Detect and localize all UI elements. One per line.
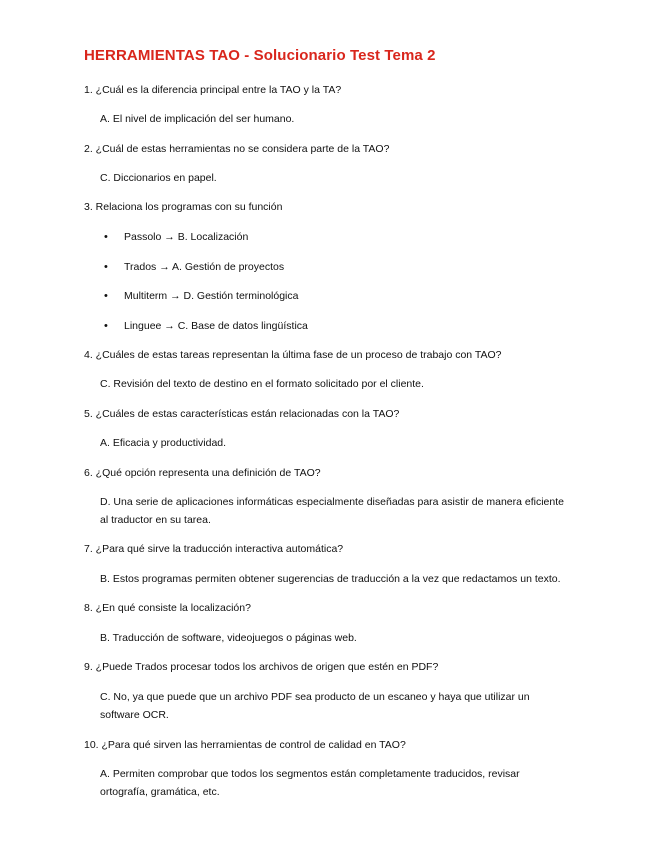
question-6: 6. ¿Qué opción representa una definición de TAO?	[84, 467, 321, 479]
answer-9: C. No, ya que puede que un archivo PDF sea producto de un escaneo y haya que utilizar un software OCR.	[100, 691, 530, 721]
bullet-item	[104, 287, 298, 305]
bullet-icon: •	[104, 320, 108, 332]
answer-5: A. Eficacia y productividad.	[100, 437, 227, 449]
question-10: 10. ¿Para qué sirven las herramientas de control de calidad en TAO?	[84, 739, 406, 751]
question-8: 8. ¿En qué consiste la localización?	[84, 602, 251, 614]
question-7: 7. ¿Para qué sirve la traducción interactiva automática?	[84, 543, 344, 555]
bullet-text: Linguee → C. Base de datos lingüística	[124, 320, 308, 332]
question-5: 5. ¿Cuáles de estas características están relacionadas con la TAO?	[84, 408, 400, 420]
bullet-text: Multiterm → D. Gestión terminológica	[124, 290, 299, 302]
bullet-item	[104, 258, 284, 276]
answer-6: D. Una serie de aplicaciones informáticas especialmente diseñadas para asistir de manera eficiente al traductor en su tarea.	[100, 496, 564, 526]
question-4: 4. ¿Cuáles de estas tareas representan la última fase de un proceso de trabajo con TAO?	[84, 349, 502, 361]
answer-8: B. Traducción de software, videojuegos o páginas web.	[100, 632, 357, 644]
bullet-item	[104, 228, 248, 246]
bullet-icon: •	[104, 231, 108, 243]
bullet-icon: •	[104, 261, 108, 273]
bullet-text: Passolo → B. Localización	[124, 231, 249, 243]
bullet-icon: •	[104, 290, 108, 302]
answer-10: A. Permiten comprobar que todos los segmentos están completamente traducidos, revisar ortografía, gramática, etc.	[100, 768, 520, 798]
question-2: 2. ¿Cuál de estas herramientas no se considera parte de la TAO?	[84, 143, 390, 155]
answer-1: A. El nivel de implicación del ser humano.	[100, 113, 295, 125]
bullet-text: Trados → A. Gestión de proyectos	[124, 261, 285, 273]
bullet-item	[104, 317, 308, 335]
question-3: 3. Relaciona los programas con su función	[84, 201, 283, 213]
question-1: 1. ¿Cuál es la diferencia principal entre la TAO y la TA?	[84, 84, 342, 96]
answer-7: B. Estos programas permiten obtener sugerencias de traducción a la vez que redactamos un texto.	[100, 573, 561, 585]
document-title: HERRAMIENTAS TAO - Solucionario Test Tema 2	[84, 47, 436, 64]
answer-2: C. Diccionarios en papel.	[100, 172, 217, 184]
question-9: 9. ¿Puede Trados procesar todos los archivos de origen que estén en PDF?	[84, 661, 439, 673]
answer-4: C. Revisión del texto de destino en el formato solicitado por el cliente.	[100, 378, 424, 390]
